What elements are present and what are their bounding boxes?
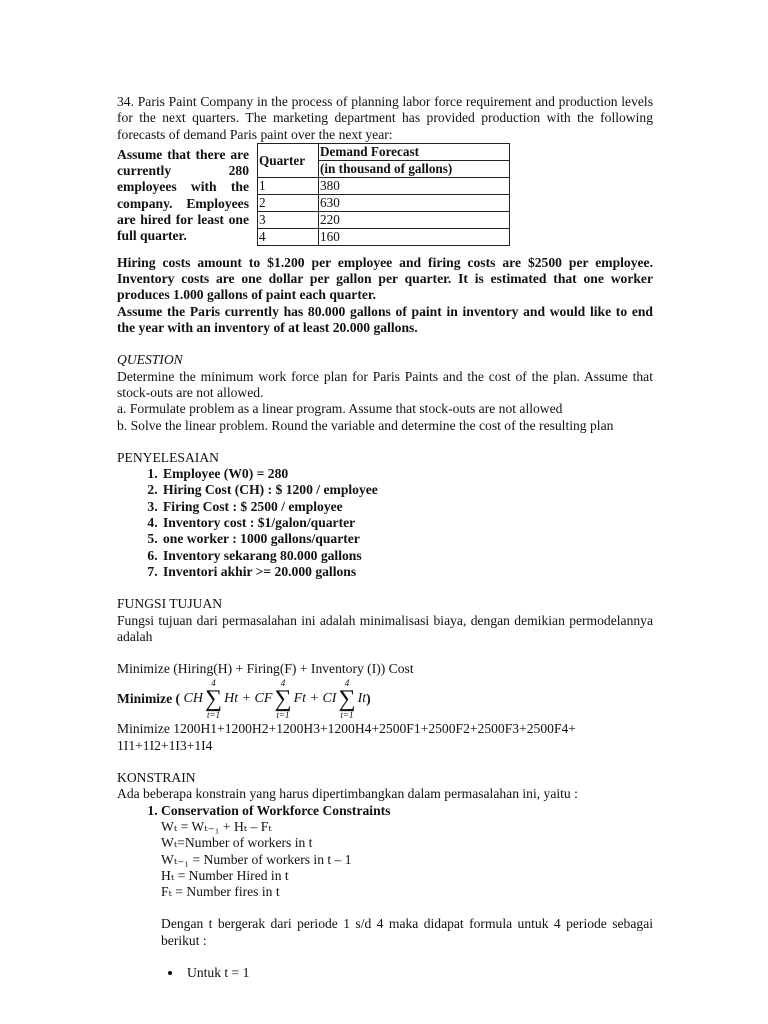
formula-close: ) (366, 691, 371, 707)
question-b: b. Solve the linear problem. Round the variable and determine the cost of the resulting plan (117, 417, 614, 433)
sigma-2 (274, 678, 291, 720)
list-item: 1. Employee (W0) = 280 (161, 466, 653, 482)
table-row (258, 211, 510, 228)
list-item: 3. Firing Cost : $ 2500 / employee (161, 499, 653, 515)
sigma-icon: ∑ (338, 686, 356, 713)
list-item: 5. one worker : 1000 gallons/quarter (161, 531, 653, 547)
sigma-lower: t=1 (276, 710, 290, 721)
minimize-line: Minimize (Hiring(H) + Firing(F) + Inventory (I)) Cost (117, 661, 414, 677)
formula-term-ft: Ft + CI (293, 691, 337, 707)
table-section (117, 143, 653, 255)
document-page (117, 94, 653, 981)
sigma-icon: ∑ (205, 686, 223, 713)
demand-forecast-table (257, 143, 510, 246)
definition-line: Wₜ=Number of workers in t (161, 835, 313, 851)
cell-quarter: 2 (258, 194, 319, 211)
solution-list (117, 466, 653, 580)
question-text: Determine the minimum work force plan for Paris Paints and the cost of the plan. Assume that stock-outs are not allowed. (117, 368, 653, 400)
workforce-definitions (117, 819, 653, 949)
sigma-icon: ∑ (274, 686, 292, 713)
side-note (117, 147, 249, 245)
definition-line: Hₜ = Number Hired in t (161, 867, 289, 883)
inventory-paragraph: Assume the Paris currently has 80.000 gallons of paint in inventory and would like to end the year with an inventory of at least 20.000 gallons. (117, 303, 653, 336)
cell-demand: 380 (319, 177, 510, 194)
objective-text: Fungsi tujuan dari permasalahan ini adalah minimalisasi biaya, dengan demikian permodelannya adalah (117, 612, 653, 644)
intro-paragraph: 34. Paris Paint Company in the process of planning labor force requirement and production levels for the next quarters. The marketing department has provided production with the following forecasts of demand Paris paint over the next year: (117, 94, 653, 142)
table-row (258, 194, 510, 211)
period-text: Dengan t bergerak dari periode 1 s/d 4 maka didapat formula untuk 4 periode sebagai berikut : (161, 916, 653, 948)
sigma-lower: t=1 (340, 710, 354, 721)
list-item: • Untuk t = 1 (183, 965, 653, 981)
header-demand-title: Demand Forecast (319, 143, 510, 160)
formula-term-it: It (357, 691, 367, 707)
list-item: 2. Hiring Cost (CH) : $ 1200 / employee (161, 482, 653, 498)
cell-demand: 630 (319, 194, 510, 211)
formula-term-ht: Ht + CF (224, 691, 273, 707)
objective-heading: FUNGSI TUJUAN (117, 596, 223, 612)
sigma-1 (205, 678, 222, 720)
table-header-row (258, 143, 510, 160)
table-row (258, 177, 510, 194)
cell-demand: 160 (319, 228, 510, 245)
objective-formula (117, 677, 653, 721)
side-note-text: Assume that there are currently 280 employees with the company. Employees are hired for least one full quarter. (117, 146, 249, 244)
list-item: 6. Inventory sekarang 80.000 gallons (161, 548, 653, 564)
definition-line: Fₜ = Number fires in t (161, 884, 280, 900)
question-a: a. Formulate problem as a linear program. Assume that stock-outs are not allowed (117, 401, 563, 417)
cell-demand: 220 (319, 211, 510, 228)
constraint-list (117, 803, 653, 819)
definition-line: Wₜ₋₁ = Number of workers in t – 1 (161, 851, 352, 867)
header-quarter: Quarter (258, 143, 319, 177)
formula-math (180, 678, 366, 720)
sigma-upper: 4 (211, 678, 216, 689)
formula-term-ch: CH (183, 691, 203, 707)
sigma-lower: t=1 (207, 710, 221, 721)
cell-quarter: 3 (258, 211, 319, 228)
header-demand-unit: (in thousand of gallons) (319, 160, 510, 177)
definition-line: Wₜ = Wₜ₋₁ + Hₜ – Fₜ (161, 818, 272, 834)
period-bullets (117, 965, 653, 981)
sigma-upper: 4 (344, 678, 350, 689)
list-item: 4. Inventory cost : $1/galon/quarter (161, 515, 653, 531)
table-row (258, 228, 510, 245)
sigma-3 (338, 678, 355, 720)
constraint-intro: Ada beberapa konstrain yang harus dipertimbangkan dalam permasalahan ini, yaitu : (117, 786, 578, 802)
minimize-expanded: Minimize 1200H1+1200H2+1200H3+1200H4+2500F1+2500F2+2500F3+2500F4+ 1I1+1I2+1I3+1I4 (117, 721, 576, 753)
cell-quarter: 1 (258, 177, 319, 194)
formula-label: Minimize ( (117, 691, 181, 707)
solution-heading: PENYELESAIAN (117, 449, 219, 465)
costs-paragraph: Hiring costs amount to $1.200 per employee and firing costs are $2500 per employee. Inventory costs are one dollar per gallon per quarter. It is estimated that one worker produces 1.000 gallons of paint each quarter. (117, 254, 653, 303)
cell-quarter: 4 (258, 228, 319, 245)
list-item: 7. Inventori akhir >= 20.000 gallons (161, 564, 653, 580)
sigma-upper: 4 (280, 678, 286, 689)
constraint-heading: KONSTRAIN (117, 770, 196, 786)
question-heading: QUESTION (117, 352, 183, 368)
list-item: 1. Conservation of Workforce Constraints (161, 803, 653, 819)
